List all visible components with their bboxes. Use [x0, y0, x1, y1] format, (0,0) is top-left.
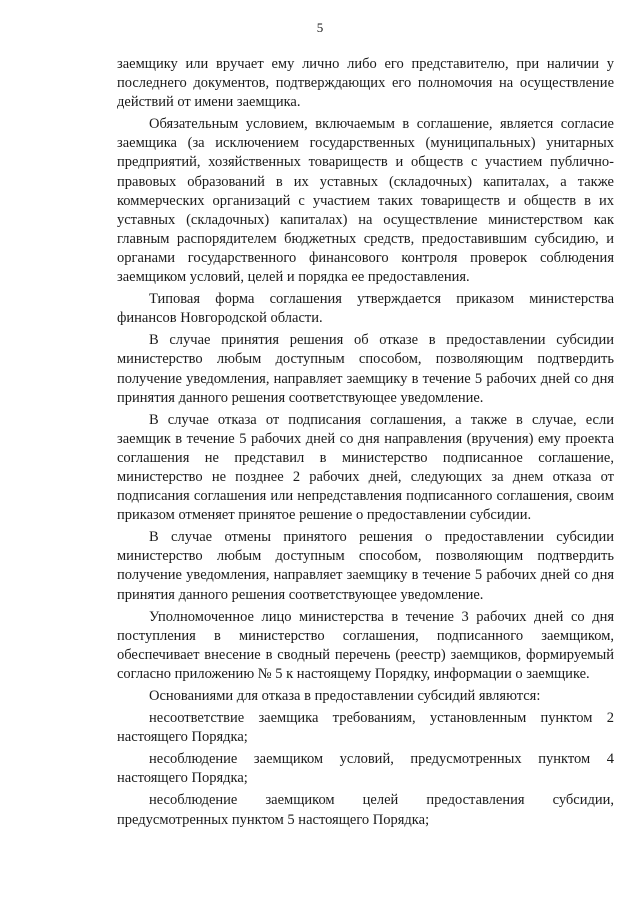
document-body: [117, 55, 614, 830]
paragraph-7: Уполномоченное лицо министерства в течение 3 рабочих дней со дня поступления в министерство соглашения, подписанного заемщиком, обеспечивает внесение в сводный перечень (реестр) заемщиков, формируемый согласно приложению № 5 к настоящему Порядку, информации о заемщике.: [117, 608, 614, 682]
page-number: 5: [316, 20, 324, 35]
paragraph-6: В случае отмены принятого решения о предоставлении субсидии министерство любым доступным способом, позволяющим подтвердить получение уведомления, направляет заемщику в течение 5 рабочих дней со дня принятия данного решения соответствующее уведомление.: [117, 529, 614, 603]
list-item-2: несоблюдение заемщиком условий, предусмотренных пунктом 4 настоящего Порядка;: [117, 751, 614, 787]
paragraph-3: Типовая форма соглашения утверждается приказом министерства финансов Новгородской области.: [117, 291, 614, 327]
paragraph-2: Обязательным условием, включаемым в соглашение, является согласие заемщика (за исключением государственных (муниципальных) унитарных предприятий, хозяйственных товариществ и обществ с участием публично-правовых образований в их уставных (складочных) капиталах, а также коммерческих организаций с участием таких товариществ и обществ в их уставных (складочных) капиталах) на осуществление министерством как главным распорядителем бюджетных средств, предоставившим субсидию, и органами государственного финансового контроля проверок соблюдения заемщиком условий, целей и порядка ее предоставления.: [117, 116, 614, 286]
paragraph-8: Основаниями для отказа в предоставлении субсидий являются:: [149, 688, 541, 704]
paragraph-1: заемщику или вручает ему лично либо его представителю, при наличии у последнего документов, подтверждающих его полномочия на осуществление действий от имени заемщика.: [117, 56, 614, 111]
list-item-1: несоответствие заемщика требованиям, установленным пунктом 2 настоящего Порядка;: [117, 710, 614, 746]
paragraph-4: В случае принятия решения об отказе в предоставлении субсидии министерство любым доступным способом, позволяющим подтвердить получение уведомления, направляет заемщику в течение 5 рабочих дней со дня принятия данного решения соответствующее уведомление.: [117, 332, 614, 406]
list-item-3: несоблюдение заемщиком целей предоставления субсидии, предусмотренных пунктом 5 настоящего Порядка;: [117, 792, 614, 828]
paragraph-5: В случае отказа от подписания соглашения, а также в случае, если заемщик в течение 5 рабочих дней со дня направления (вручения) ему проекта соглашения не представил в министерство подписанное соглашение, министерство не позднее 2 рабочих дней, следующих за днем отказа от подписания соглашения или непредставления подписанного соглашения, своим приказом отменяет принятое решение о предоставлении субсидии.: [117, 411, 614, 524]
